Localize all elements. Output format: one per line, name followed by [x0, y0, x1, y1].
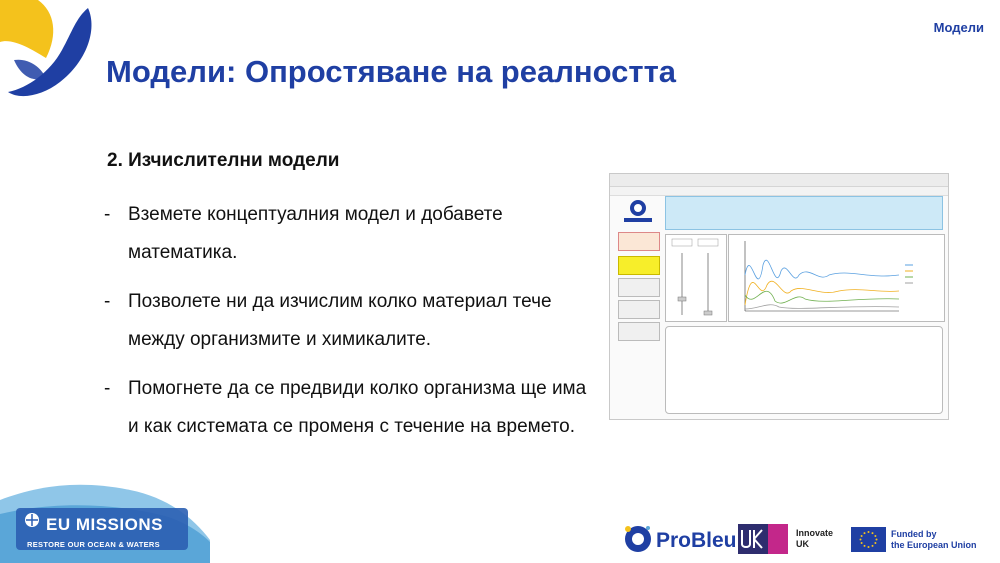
innovate-uk-line1: Innovate — [796, 528, 834, 538]
instructions-panel — [665, 196, 943, 230]
corner-logo — [0, 0, 100, 100]
bullet-dash: - — [104, 291, 111, 312]
play-button[interactable] — [618, 256, 660, 275]
section-tag: Модели — [933, 20, 984, 35]
bullet-item — [104, 283, 599, 359]
slider-panel — [665, 234, 727, 322]
bullet-dash: - — [104, 204, 111, 225]
expectations-button[interactable] — [618, 278, 660, 297]
probleu-mini-logo — [620, 198, 656, 224]
eu-flag-icon — [851, 527, 886, 552]
bullet-list — [104, 196, 599, 457]
bullet-item — [104, 196, 599, 272]
simulation-screenshot — [609, 173, 949, 420]
discussion-button[interactable] — [618, 300, 660, 319]
innovate-uk-line2: UK — [796, 539, 809, 549]
bullet-dash: - — [104, 378, 111, 399]
simulation-graph — [728, 234, 945, 322]
bullet-text: Помогнете да се предвиди колко организма ще има и как системата се променя с течение на времето. — [128, 378, 587, 437]
eu-missions-title: EU MISSIONS — [46, 515, 163, 534]
eu-missions-subtitle: RESTORE OUR OCEAN & WATERS — [27, 540, 160, 549]
innovate-uk-label — [796, 528, 833, 550]
probleu-logo-icon — [622, 523, 654, 555]
funded-line2: the European Union — [891, 540, 977, 550]
experiments-panel — [665, 326, 943, 414]
probleu-wordmark: ProBleu — [656, 529, 737, 552]
bullet-text: Вземете концептуалния модел и добавете математика. — [128, 204, 503, 263]
bullet-item — [104, 370, 599, 446]
screenshot-titlebar — [610, 174, 948, 187]
learning-outcomes-button[interactable] — [618, 232, 660, 251]
bullet-text: Позволете ни да изчислим колко материал тече между организмите и химикалите. — [128, 291, 552, 350]
content-subtitle: 2. Изчислителни модели — [107, 150, 340, 171]
funded-by-eu-label — [891, 529, 977, 551]
funded-line1: Funded by — [891, 529, 937, 539]
screenshot-toolbar — [610, 187, 948, 196]
ukri-logo — [738, 524, 788, 554]
page-title: Модели: Опростяване на реалността — [106, 54, 677, 89]
exit-button[interactable] — [618, 322, 660, 341]
